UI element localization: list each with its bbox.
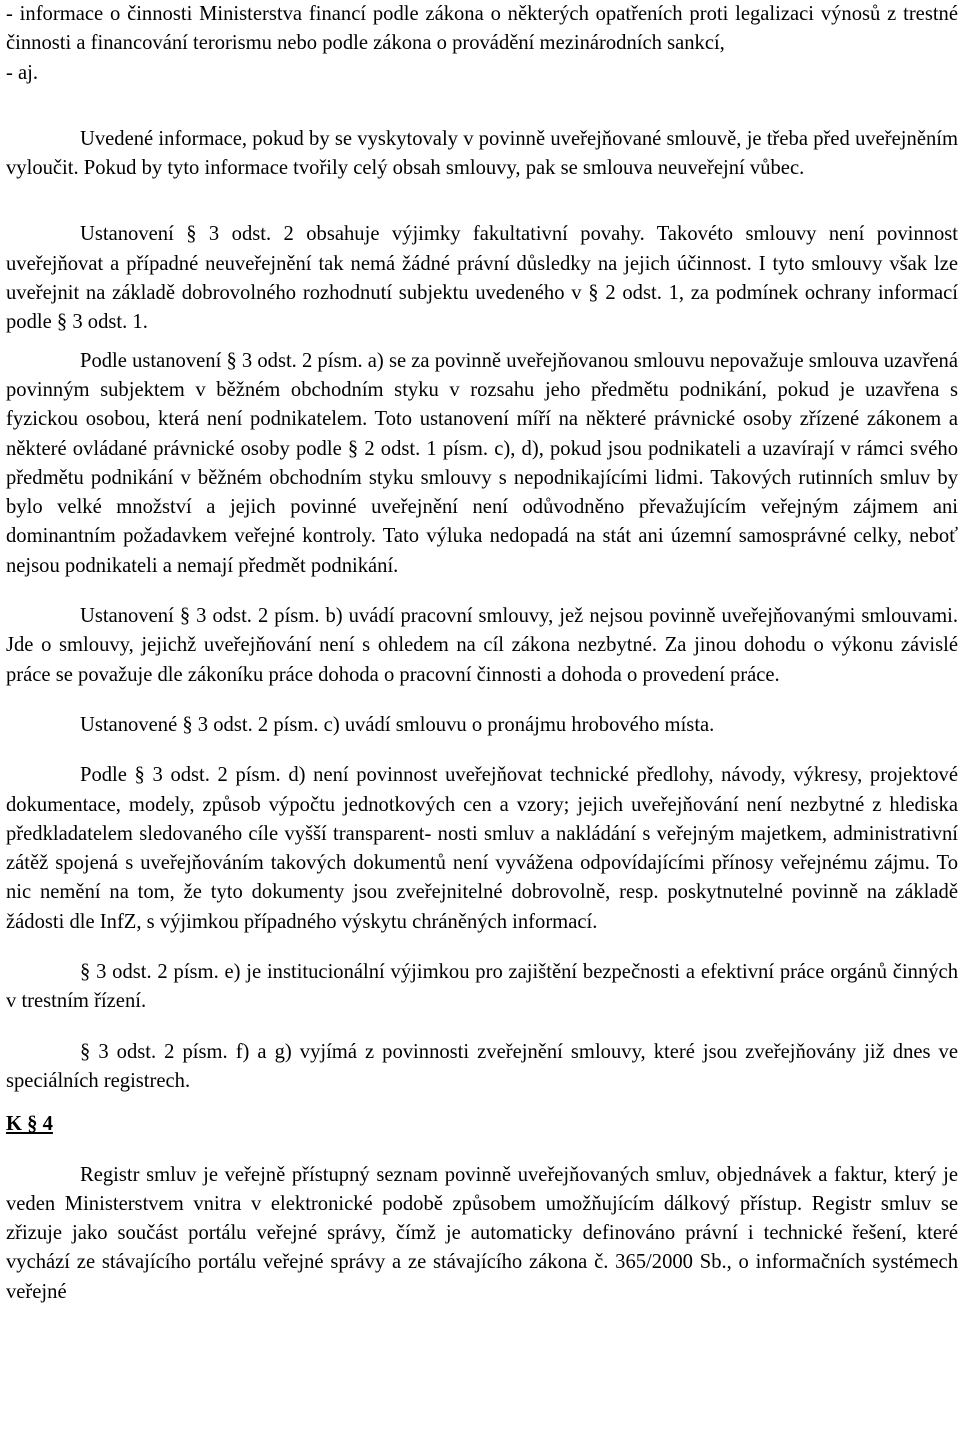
paragraph-uvedene-informace: Uvedené informace, pokud by se vyskytovaly v povinně uveřejňované smlouvě, je třeba před uveřejněním vyloučit. Pokud by tyto informace tvořily celý obsah smlouvy, pak se smlouva neuveřejní vůbec. (6, 127, 958, 180)
paragraph-pism-c: Ustanovené § 3 odst. 2 písm. c) uvádí smlouvu o pronájmu hrobového místa. (80, 713, 715, 736)
paragraph-pism-f-g: § 3 odst. 2 písm. f) a g) vyjímá z povinnosti zveřejnění smlouvy, které jsou zveřejňovány již dnes ve speciálních registrech. (6, 1040, 958, 1092)
paragraph-informace-mf: - informace o činnosti Ministerstva financí podle zákona o některých opatřeních proti legalizaci výnosů z trestné činnosti a financování terorismu nebo podle zákona o provádění mezinárodních sankcí, (6, 3, 958, 55)
paragraph-registr-smluv: Registr smluv je veřejně přístupný seznam povinně uveřejňovaných smluv, objednávek a faktur, který je veden Ministerstvem vnitra v elektronické podobě způsobem umožňujícím dálkový přístup. Registr smluv se zřizuje jako součást portálu veřejné správy, čímž je automaticky definováno právní i technické řešení, které vychází ze stávajícího portálu veřejné správy a ze stávajícího zákona č. 365/2000 Sb., o informačních systémech veřejné (6, 1163, 958, 1303)
paragraph-pism-e: § 3 odst. 2 písm. e) je institucionální výjimkou pro zajištění bezpečnosti a efektivní práce orgánů činných v trestním řízení. (6, 961, 958, 1013)
paragraph-aj: - aj. (6, 61, 39, 84)
section-heading-k4: K § 4 (6, 1113, 53, 1136)
paragraph-pism-d: Podle § 3 odst. 2 písm. d) není povinnost uveřejňovat technické předlohy, návody, výkresy, projektové dokumentace, modely, způsob výpočtu jednotkových cen a vzory; jejich uveřejňování není nezbytné z hlediska předkladatelem sledovaného cíle vyšší transparent- nosti smluv a nakládání s veřejným majetkem, administrativní zátěž spojená s uveřejňováním takových dokumentů není vyvážena odpovídajícími přínosy veřejnému zájmu. To nic nemění na tom, že tyto dokumenty jsou zveřejnitelné dobrovolně, resp. poskytnutelné povinně na základě žádosti dle InfZ, s výjimkou případného výskytu chráněných informací. (6, 764, 958, 933)
paragraph-ustanoveni-odst2: Ustanovení § 3 odst. 2 obsahuje výjimky fakultativní povahy. Takovéto smlouvy není povinnost uveřejňovat a případné neuveřejnění tak nemá žádné právní důsledky na jejich účinnost. I tyto smlouvy však lze uveřejnit na základě dobrovolného rozhodnutí subjektu uvedeného v § 2 odst. 1, za podmínek ochrany informací podle § 3 odst. 1. (6, 223, 958, 334)
paragraph-pism-a: Podle ustanovení § 3 odst. 2 písm. a) se za povinně uveřejňovanou smlouvu nepovažuje smlouva uzavřená povinným subjektem v běžném obchodním styku v rozsahu jeho předmětu podnikání, pokud je uzavřena s fyzickou osobou, která není podnikatelem. Toto ustanovení míří na některé právnické osoby zřízené zákonem a některé ovládané právnické osoby podle § 2 odst. 1 písm. c), d), pokud jsou podnikateli a uzavírají v rámci svého předmětu podnikání v běžném obchodním styku smlouvy s nepodnikajícími lidmi. Takových rutinních smluv by bylo velké množství a jejich povinné uveřejnění není odůvodněno převažujícím veřejným zájmem ani dominantním požadavkem veřejné kontroly. Tato výluka nedopadá na stát ani územní samosprávné celky, neboť nejsou podnikateli a nemají předmět podnikání. (6, 349, 958, 577)
document-page (6, 0, 958, 1307)
paragraph-pism-b: Ustanovení § 3 odst. 2 písm. b) uvádí pracovní smlouvy, jež nejsou povinně uveřejňovanými smlouvami. Jde o smlouvy, jejichž uveřejňování není s ohledem na cíl zákona nezbytné. Za jinou dohodu o výkonu závislé práce se považuje dle zákoníku práce dohoda o pracovní činnosti a dohoda o provedení práce. (6, 605, 958, 686)
